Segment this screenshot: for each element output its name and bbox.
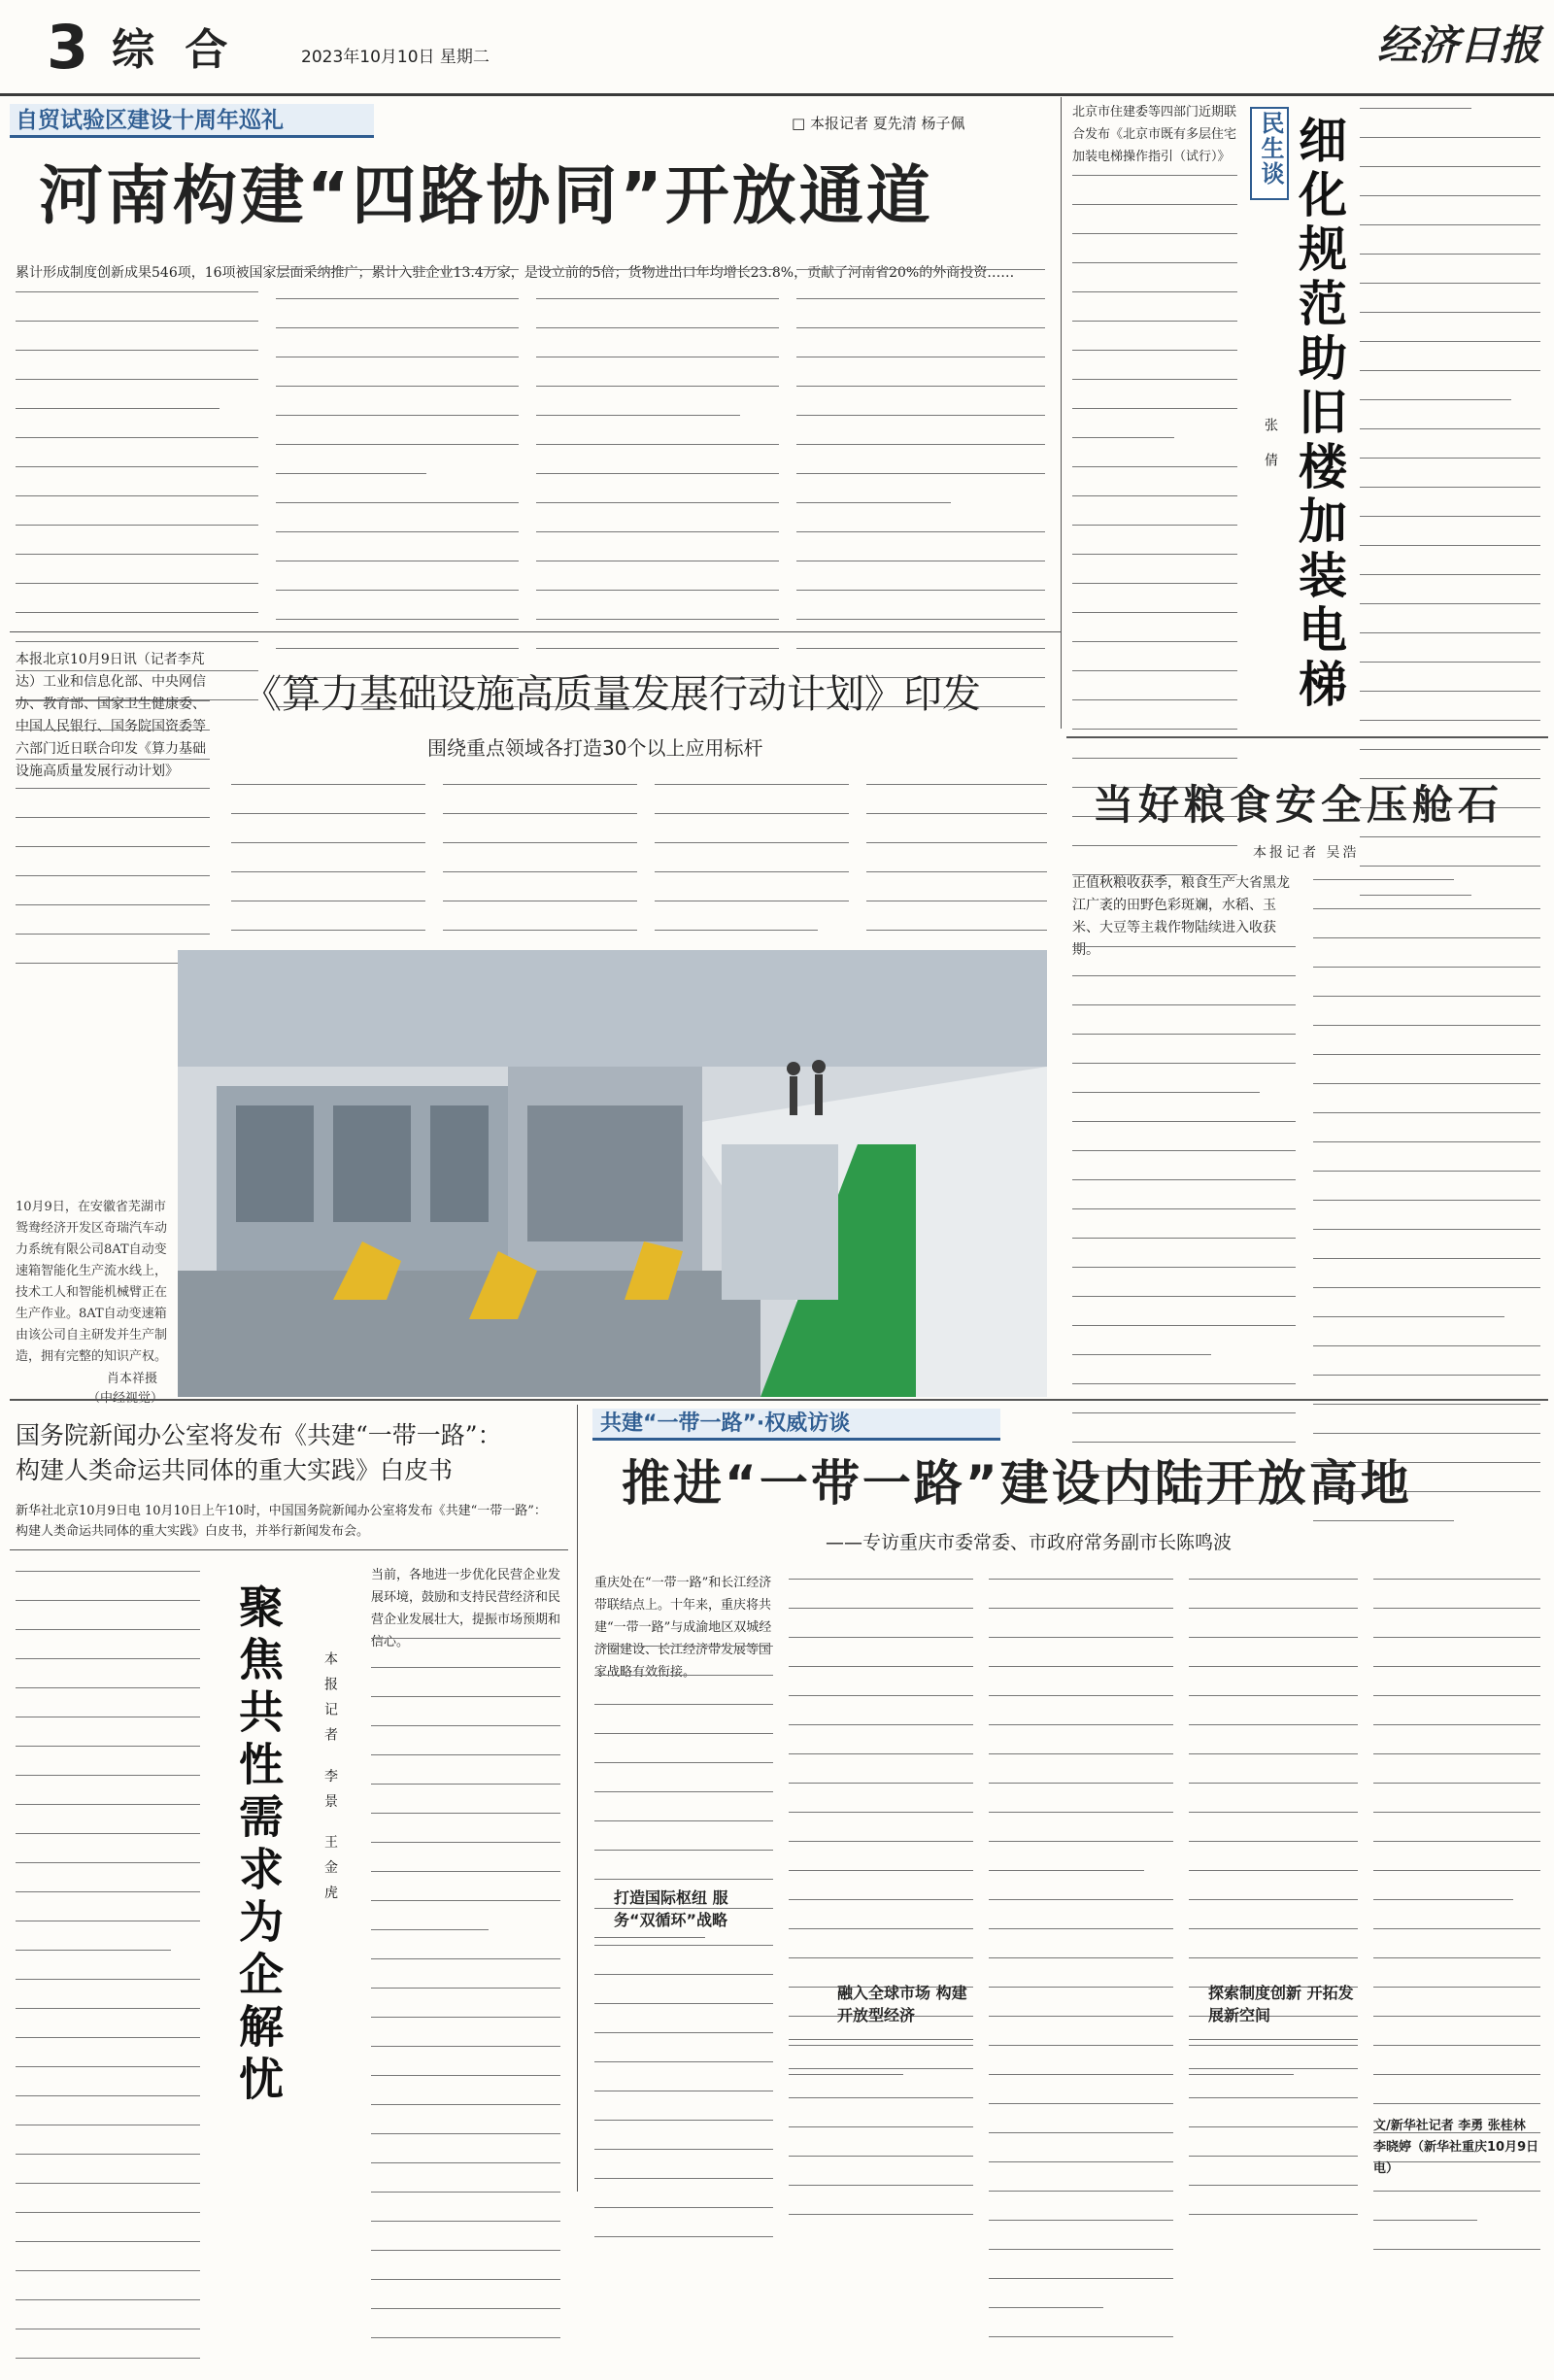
section-divider bbox=[10, 631, 1061, 632]
interview-col3 bbox=[989, 1572, 1173, 2190]
commentary-bottom-rule bbox=[1066, 736, 1548, 738]
article2-col1 bbox=[16, 694, 210, 917]
whitepaper-rule bbox=[10, 1549, 568, 1550]
interview-lead: 重庆处在“一带一路”和长江经济带联结点上。十年来，重庆将共建“一带一路”与成渝地区双城经济圈建设、长江经济带发展等国家战略有效衔接。 bbox=[594, 1576, 772, 1680]
interview-col4b bbox=[1189, 2032, 1358, 2190]
interview-section2-heading: 融入全球市场 构建开放型经济 bbox=[837, 1984, 967, 2024]
interview-headline: 推进“一带一路”建设内陆开放高地 bbox=[622, 1455, 1412, 1512]
article1-lead: 累计形成制度创新成果546项，16项被国家层面采纳推广；累计入驻企业13.4万家，是设立前的5倍；货物进出口年均增长23.8%，贡献了河南省20%的外商投资…… bbox=[16, 265, 1015, 281]
interview-section3-heading: 探索制度创新 开拓发展新空间 bbox=[1208, 1984, 1354, 2024]
grain-lead: 正值秋粮收获季，粮食生产大省黑龙江广袤的田野色彩斑斓，水稻、玉米、大豆等主栽作物陆续进入收获期。 bbox=[1072, 875, 1290, 958]
article2-subhead: 围绕重点领域各打造30个以上应用标杆 bbox=[427, 736, 763, 760]
whitepaper-headline-1: 国务院新闻办公室将发布《共建“一带一路”： bbox=[16, 1421, 502, 1449]
article1-col3 bbox=[536, 262, 779, 620]
grain-col2 bbox=[1313, 872, 1540, 1386]
issue-date: 2023年10月10日 星期二 bbox=[301, 48, 490, 67]
article2-col4 bbox=[655, 777, 849, 911]
article2-col2 bbox=[231, 777, 425, 911]
feature-lead: 当前，各地进一步优化民营企业发展环境，鼓励和支持民营经济和民营企业发展壮大，提振市场预期和信心。 bbox=[371, 1568, 561, 1649]
article1-headline: 河南构建“四路协同”开放通道 bbox=[39, 158, 933, 233]
newspaper-logo: 经济日报 bbox=[1377, 21, 1541, 69]
photo-credit: 肖本祥摄 bbox=[107, 1372, 158, 1386]
grain-col1 bbox=[1072, 939, 1296, 1386]
middle-divider bbox=[10, 1399, 1548, 1401]
photo-caption: 10月9日，在安徽省芜湖市鸳鸯经济开发区奇瑞汽车动力系统有限公司8AT自动变速箱智能化生产流水线上，技术工人和智能机械臂正在生产作业。8AT自动变速箱由该公司自主研发并生产制造，拥有完整的知识产权。 bbox=[16, 1200, 168, 1364]
factory-photo-drawing bbox=[178, 950, 1047, 1397]
feature-headline: 聚焦共性需求为企解忧 bbox=[232, 1583, 285, 2108]
article1-col1 bbox=[16, 285, 258, 620]
commentary-headline: 细化规范助旧楼加装电梯 bbox=[1291, 115, 1347, 713]
interview-col4a bbox=[1189, 1572, 1358, 1974]
feature-col1 bbox=[16, 1564, 200, 2190]
grain-headline: 当好粮食安全压舱石 bbox=[1093, 781, 1504, 829]
grain-byline: 本报记者 吴浩 bbox=[1253, 845, 1360, 861]
interview-signoff: 文/新华社记者 李勇 张桂林 李晓婷（新华社重庆10月9日电） bbox=[1373, 2119, 1539, 2176]
article1-col4 bbox=[796, 262, 1045, 620]
article1-byline: □ 本报记者 夏先清 杨子佩 bbox=[792, 115, 965, 132]
article2-headline: 《算力基础设施高质量发展行动计划》印发 bbox=[243, 672, 981, 717]
feature-col2 bbox=[371, 1631, 560, 2190]
interview-section1-heading: 打造国际枢纽 服务“双循环”战略 bbox=[614, 1888, 728, 1929]
interview-col2b bbox=[789, 2032, 973, 2190]
masthead bbox=[0, 0, 1554, 92]
page-number: 3 bbox=[47, 12, 89, 83]
commentary-lead: 北京市住建委等四部门近期联合发布《北京市既有多层住宅加装电梯操作指引（试行）》 bbox=[1072, 105, 1237, 164]
whitepaper-headline-2: 构建人类命运共同体的重大实践》白皮书 bbox=[16, 1456, 454, 1484]
factory-photo bbox=[178, 950, 1047, 1397]
article2-col5 bbox=[866, 777, 1047, 911]
interview-col5 bbox=[1373, 1572, 1540, 2108]
section-name: 综 合 bbox=[112, 25, 236, 75]
article2-col3 bbox=[443, 777, 637, 911]
whitepaper-lead: 新华社北京10月9日电 10月10日上午10时，中国国务院新闻办公室将发布《共建“一带一路”：构建人类命运共同体的重大实践》白皮书，并举行新闻发布会。 bbox=[16, 1504, 547, 1539]
commentary-col1 bbox=[1072, 168, 1237, 727]
interview-col1b bbox=[594, 1938, 773, 2190]
masthead-rule bbox=[0, 93, 1554, 96]
commentary-col2 bbox=[1360, 101, 1540, 727]
article1-col2 bbox=[276, 262, 519, 620]
lower-col-divider bbox=[577, 1405, 578, 2192]
interview-col2a bbox=[789, 1572, 973, 1974]
interview-series-tag: 共建“一带一路”·权威访谈 bbox=[600, 1411, 851, 1436]
commentary-column-tag: 民生谈 bbox=[1257, 111, 1284, 187]
commentary-author: 张倩 bbox=[1263, 418, 1278, 488]
feature-byline: 本报记者 李景 王金虎 bbox=[322, 1651, 338, 1911]
series-tag: 自贸试验区建设十周年巡礼 bbox=[16, 108, 284, 133]
article2-lead: 本报北京10月9日讯（记者李芃达）工业和信息化部、中央网信办、教育部、国家卫生健康委、中国人民银行、国务院国资委等六部门近日联合印发《算力基础设施高质量发展行动计划》 bbox=[16, 652, 206, 779]
interview-col1a bbox=[594, 1639, 773, 1885]
interview-subhead: ——专访重庆市委常委、市政府常务副市长陈鸣波 bbox=[826, 1532, 1233, 1553]
col-divider bbox=[1061, 97, 1062, 729]
